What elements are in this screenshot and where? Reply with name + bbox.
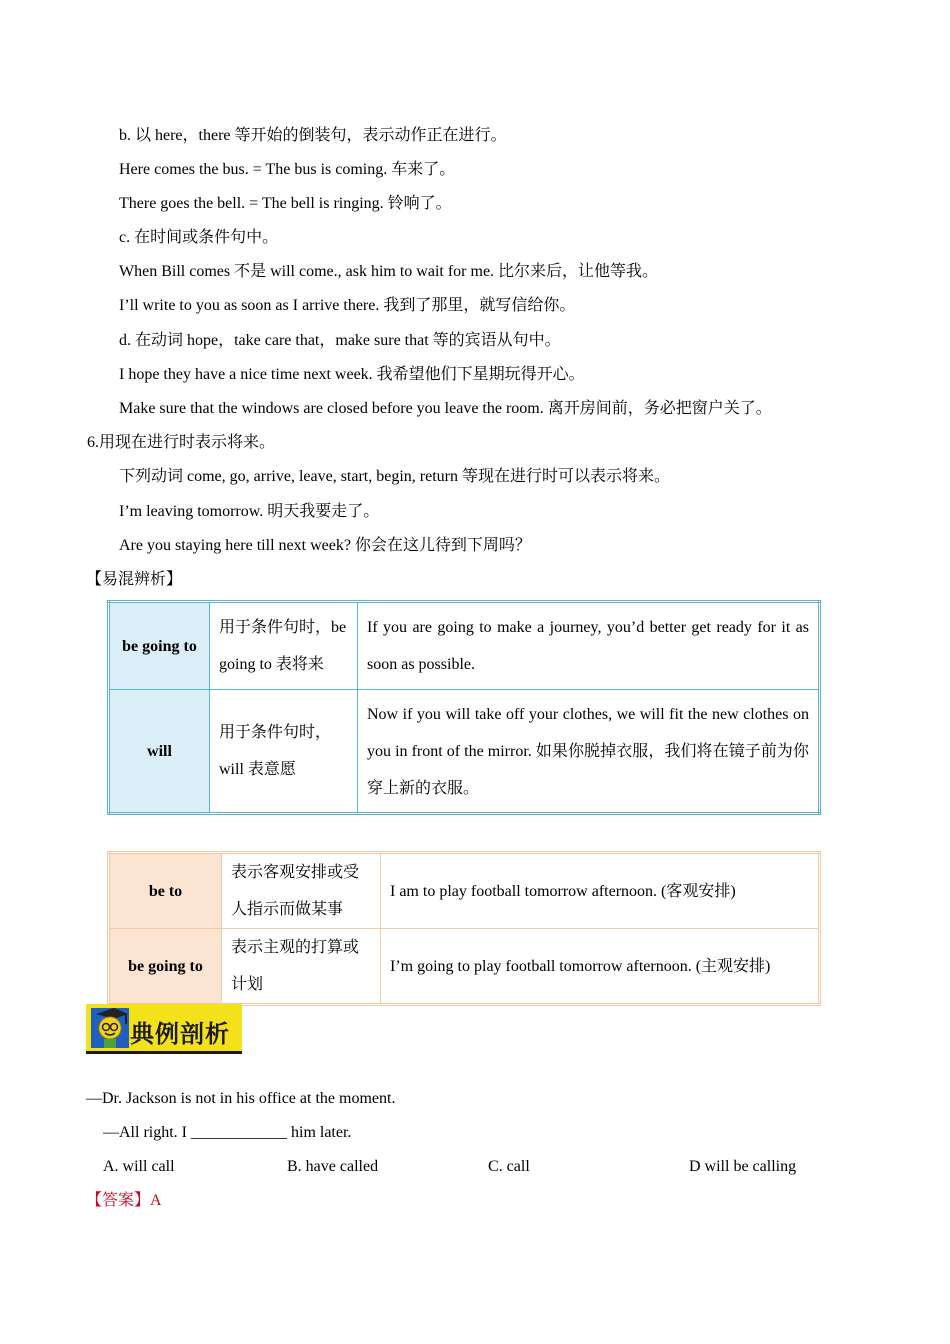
option-a: A. will call — [103, 1158, 175, 1175]
text-line: I hope they have a nice time next week. 我希望他们下星期玩得开心。 — [119, 366, 585, 383]
text-line: Here comes the bus. = The bus is coming. 车来了。 — [119, 161, 456, 178]
text-line: d. 在动词 hope，take care that，make sure that 等的宾语从句中。 — [119, 332, 561, 349]
text-line: 下列动词 come, go, arrive, leave, start, begin, return 等现在进行时可以表示将来。 — [119, 468, 671, 485]
option-b: B. have called — [287, 1158, 379, 1175]
text-line: Make sure that the windows are closed before you leave the room. 离开房间前，务必把窗户关了。 — [119, 400, 772, 417]
table-example-cell: I am to play football tomorrow afternoon. (客观安排) — [381, 853, 820, 929]
text-line: I’m leaving tomorrow. 明天我要走了。 — [119, 503, 380, 520]
text-line: c. 在时间或条件句中。 — [119, 229, 279, 246]
scholar-mascot-icon — [88, 1004, 132, 1052]
text-line: There goes the bell. = The bell is ringing. 铃响了。 — [119, 195, 452, 212]
example-banner — [86, 1004, 242, 1054]
answer — [86, 1191, 162, 1211]
answer-label: 【答案】 — [86, 1192, 151, 1209]
table-key-cell: be going to — [109, 929, 222, 1005]
text-line: Are you staying here till next week? 你会在这儿待到下周吗？ — [119, 537, 531, 554]
text-line: When Bill comes 不是 will come., ask him to wait for me. 比尔来后，让他等我。 — [119, 263, 659, 280]
table-key-cell: will — [109, 690, 210, 814]
question-stem: —Dr. Jackson is not in his office at the moment. — [86, 1090, 396, 1107]
answer-value: A — [150, 1192, 162, 1209]
table-row — [109, 602, 820, 690]
table-row — [109, 853, 820, 929]
text-line: b. 以 here，there 等开始的倒装句，表示动作正在进行。 — [119, 127, 507, 144]
comparison-table-will — [107, 600, 821, 815]
text-line: I’ll write to you as soon as I arrive there. 我到了那里，就写信给你。 — [119, 297, 576, 314]
table-example-cell: Now if you will take off your clothes, we will fit the new clothes on you in front of the mirror. 如果你脱掉衣服，我们将在镜子前为你穿上新的衣服。 — [358, 690, 820, 814]
option-c: C. call — [488, 1158, 530, 1175]
comparison-table-be-to — [107, 851, 821, 1006]
section-heading: 【易混辨析】 — [86, 571, 183, 588]
table-meaning-cell: 表示客观安排或受人指示而做某事 — [222, 853, 381, 929]
option-d: D will be calling — [689, 1158, 797, 1175]
section-heading: 6.用现在进行时表示将来。 — [87, 434, 276, 451]
table-key-cell: be going to — [109, 602, 210, 690]
table-meaning-cell: 用于条件句时，will 表意愿 — [210, 690, 358, 814]
table-row — [109, 929, 820, 1005]
table-row — [109, 690, 820, 814]
table-meaning-cell: 用于条件句时，be going to 表将来 — [210, 602, 358, 690]
table-meaning-cell: 表示主观的打算或计划 — [222, 929, 381, 1005]
table-example-cell: If you are going to make a journey, you’d better get ready for it as soon as possible. — [358, 602, 820, 690]
banner-title: 典例剖析 — [130, 1022, 230, 1048]
table-example-cell: I’m going to play football tomorrow afternoon. (主观安排) — [381, 929, 820, 1005]
table-key-cell: be to — [109, 853, 222, 929]
question-stem: —All right. I ____________ him later. — [103, 1124, 352, 1141]
